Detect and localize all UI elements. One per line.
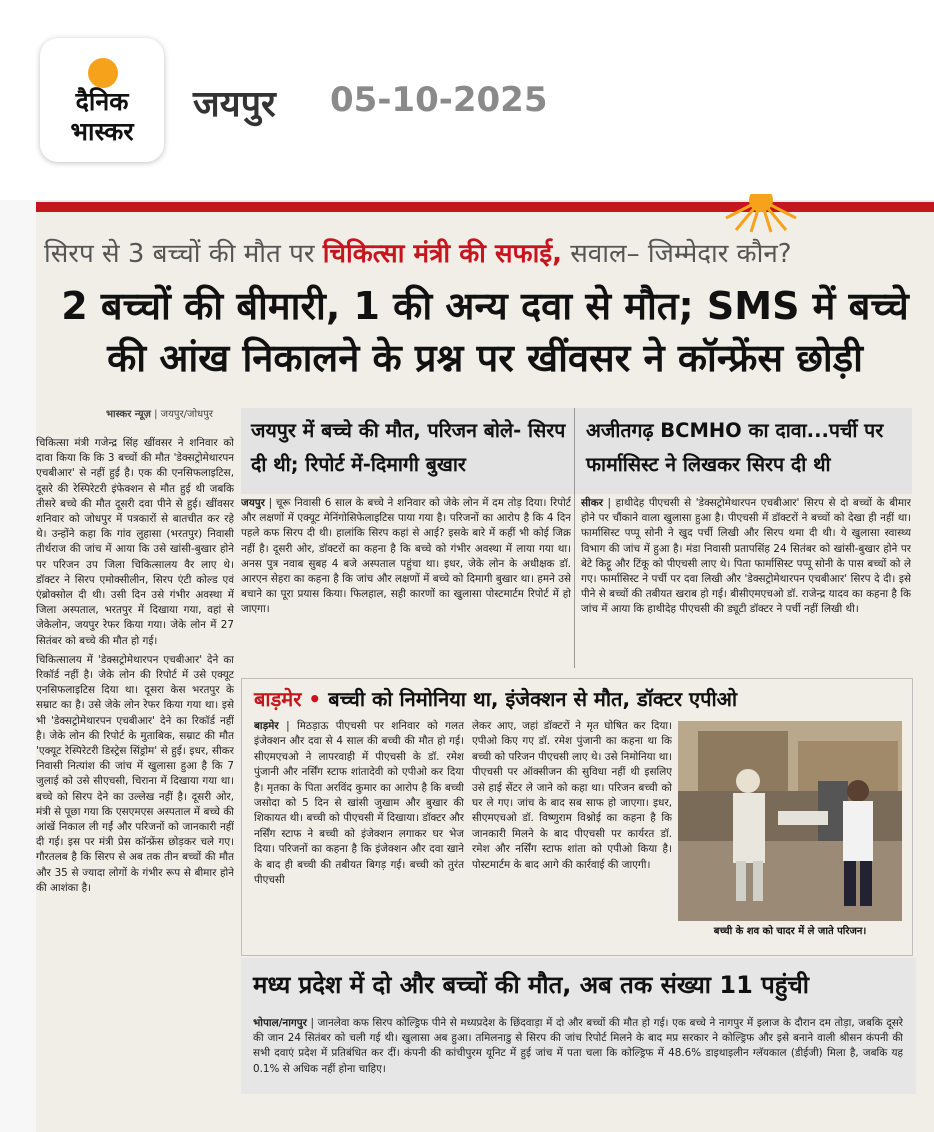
- jaipur-headline: जयपुर में बच्चे की मौत, परिजन बोले- सिरप दी थी; रिपोर्ट में-दिमागी बुखार: [251, 419, 566, 476]
- sikar-body: हाथीदेह पीएचसी से 'डेक्सट्रोमेथारपन एचबीआर' सिरप से दो बच्चों के बीमार होने पर चौंकाने वाला खुलासा हुआ है। पीएचसी में डॉक्टरों ने बच्चों को देखा ही नहीं था। फार्मासिस्ट पप्पू सोनी ने खुद पर्ची लिखी और सिरप थमा दी थी। ये खुलासा स्वास्थ्य विभाग की जांच में हुआ है। मंडा निवासी प्रतापसिंह 24 सितंबर को खांसी-बुखार होने पर बेटे किट्टू और टिंकू को पीएचसी लाए थे। पिता फार्मासिस्ट पप्पू सोनी के पास बच्चों को ले गए। फार्मासिस्ट ने पर्ची पर दवा लिखी और 'डेक्सट्रोमेथारपन एचबीआर' सिरप दे दी। इसे पीने से बच्चों की तबीयत खराब हो गई। बीसीएमएचओ डॉ. राजेन्द्र यादव का कहना है कि जांच में आया कि हाथीदेह पीएचसी की ड्यूटी डॉक्टर ने पर्ची नहीं लिखी थी।: [581, 497, 911, 616]
- kicker-line: [44, 234, 924, 270]
- barmer-dateline: बाड़मेर: [254, 720, 279, 732]
- byline-place: जयपुर/जोधपुर: [160, 409, 213, 420]
- byline-source: भास्कर न्यूज़: [106, 409, 151, 420]
- sikar-story: सीकर | हाथीदेह पीएचसी से 'डेक्सट्रोमेथारपन एचबीआर' सिरप से दो बच्चों के बीमार होने पर चौंकाने वाला खुलासा हुआ है। पीएचसी में डॉक्टरों ने बच्चों को देखा ही नहीं था। फार्मासिस्ट पप्पू सोनी ने खुद पर्ची लिखी और सिरप थमा दी थी। ये खुलासा स्वास्थ्य विभाग की जांच में हुआ है। मंडा निवासी प्रतापसिंह 24 सितंबर को खांसी-बुखार होने पर बेटे किट्टू और टिंकू को पीएचसी लाए थे। पिता फार्मासिस्ट पप्पू सोनी के पास बच्चों को ले गए। फार्मासिस्ट ने पर्ची पर दवा लिखी और 'डेक्सट्रोमेथारपन एचबीआर' सिरप दे दी। इसे पीने से बच्चों की तबीयत खराब हो गई। बीसीएमएचओ डॉ. राजेन्द्र यादव का कहना है कि जांच में आया कि हाथीदेह पीएचसी की ड्यूटी डॉक्टर ने पर्ची नहीं लिखी थी।: [581, 497, 911, 616]
- edition-city[interactable]: जयपुर: [193, 84, 276, 125]
- kicker-pre: सिरप से 3 बच्चों की मौत पर: [44, 239, 323, 269]
- sikar-dateline: सीकर: [581, 497, 603, 509]
- news-photo[interactable]: [678, 721, 902, 921]
- bullet-icon: •: [308, 687, 322, 711]
- logo-line2: भास्कर: [70, 117, 134, 146]
- photo-caption: बच्ची के शव को चादर में ले जाते परिजन।: [713, 926, 867, 937]
- app-header: [0, 0, 934, 200]
- main-headline: [36, 280, 934, 384]
- barmer-place: बाड़मेर: [254, 687, 302, 711]
- main-story-para2: चिकित्सालय में 'डेक्सट्रोमेथारपन एचबीआर' देने का रिकॉर्ड नहीं है। जेके लोन की रिपोर्ट में उसे एक्यूट एनसिफलाइटिस दिया था। दूसरा केस भरतपुर के सम्राट का है। उसे जेके लोन रेफर किया गया था। इसे भी 'डेक्सट्रोमेथारपन एचबीआर' देने का रिकॉर्ड नहीं है। जेके लोन की रिपोर्ट के मुताबिक, सम्राट की मौत 'एक्यूट रेस्पिरेटरी डिस्ट्रेस सिंड्रोम' से हुई। इधर, सीकर निवासी नित्यांश की जांच में खुलासा हुआ है कि 7 जुलाई को उसे सीएचसी, चिराना में दिखाया गया था। बच्चे को सिरप देने का उल्लेख नहीं है। दूसरी ओर, मंत्री से पूछा गया कि एसएमएस अस्पताल में बच्चे की आंखें निकाल ली गईं और परिजनों को जानकारी नहीं दी गई। इस पर मंत्री प्रेस कॉन्फ्रेंस छोड़कर चले गए। गौरतलब है कि सिरप से अब तक तीन बच्चों की मौत और 35 से ज्यादा लोगों के गंभीर रूप से बीमार होने की आशंका है।: [36, 653, 234, 894]
- headline-line1: 2 बच्चों की बीमारी, 1 की अन्य दवा से मौत; SMS में बच्चे: [61, 284, 909, 328]
- column-divider: [574, 408, 575, 668]
- jaipur-dateline: जयपुर: [241, 497, 265, 509]
- sikar-headline: अजीतगढ़ BCMHO का दावा...पर्ची पर फार्मासिस्ट ने लिखकर सिरप दी थी: [586, 419, 884, 476]
- barmer-body-col1: मिठड़ाऊ पीएचसी पर शनिवार को गलत इंजेक्शन और दवा से 4 साल की बच्ची की मौत हो गई। सीएमएचओ ने लापरवाही में पीएचसी के डॉ. रमेश पुंजानी और नर्सिंग स्टाफ शांतादेवी को एपीओ कर दिया है। मृतका के पिता अरविंद कुमार का आरोप है कि बच्ची जसोदा को 5 दिन से खांसी जुखाम और बुखार की शिकायत थी। बच्ची को पीएचसी में दिखाया। डॉक्टर और नर्सिंग स्टाफ ने बच्ची को इंजेक्शन लगाकर घर भेज दिया। परिजनों का कहना है कि इंजेक्शन और दवा खाने के बाद ही बच्ची की तबीयत बिगड़ गई। बच्ची को तुरंत पीएचसी: [254, 720, 464, 887]
- barmer-headline-text: बच्ची को निमोनिया था, इंजेक्शन से मौत, डॉक्टर एपीओ: [328, 687, 738, 711]
- kicker-red: चिकित्सा मंत्री की सफाई,: [322, 239, 562, 269]
- jaipur-body: चूरू निवासी 6 साल के बच्चे ने शनिवार को जेके लोन में दम तोड़ दिया। रिपोर्ट और लक्षणों में एक्यूट मेनिंगोसिफेलाइटिस पाया गया है। परिजनों का आरोप है कि 4 दिन पहले कफ सिरप दी थी। हालांकि सिरप कहां से आई? इसके बारे में कहीं भी कोई जिक्र नहीं है। दूसरी ओर, डॉक्टरों का कहना है कि बच्चे को गंभीर अवस्था में लाया गया था। अनस पुत्र नवाब सुबह 4 बजे अस्पताल पहुंचा था। इधर, जेके लोन के अधीक्षक डॉ. आरएन सेहरा का कहना है कि जांच और लक्षणों में बच्चे को दिमागी बुखार था। हमने उसे बचाने का पूरा प्रयास किया। फिलहाल, सही कारणों का खुलासा पोस्टमार्टम रिपोर्ट में हो जाएगा।: [241, 497, 571, 616]
- mp-body: जानलेवा कफ सिरप कोल्ड्रिफ पीने से मध्यप्रदेश के छिंदवाड़ा में दो और बच्चों की मौत हो गई। एक बच्चे ने नागपुर में इलाज के दौरान दम तोड़ा, जबकि दूसरे की जान 24 सितंबर को चली गई थी। खुलासा अब हुआ। तमिलनाडु से सिरप की जांच रिपोर्ट मिलने के बाद मप्र सरकार ने कोल्ड्रिफ और इसे बनाने वाली श्रीसन कंपनी की सभी दवाएं प्रदेश में प्रतिबंधित कर दीं। कंपनी की कांचीपुरम यूनिट में हुई जांच में पता चला कि कोल्ड्रिफ में 48.6% डाइथाइलीन ग्लॅयकाल (डीईजी) मिला है, जबकि यह 0.1% से अधिक नहीं होना चाहिए।: [253, 1017, 903, 1075]
- byline: भास्कर न्यूज़ | जयपुर/जोधपुर: [106, 409, 213, 420]
- sun-icon: [88, 58, 118, 88]
- edition-date[interactable]: 05-10-2025: [330, 80, 548, 120]
- logo-line1: दैनिक: [75, 87, 129, 116]
- sikar-headline-box: [576, 408, 912, 494]
- mp-dateline: भोपाल/नागपुर: [253, 1017, 307, 1029]
- mp-headline: मध्य प्रदेश में दो और बच्चों की मौत, अब तक संख्या 11 पहुंची: [253, 971, 809, 999]
- headline-line2: की आंख निकालने के प्रश्न पर खींवसर ने कॉन्फ्रेंस छोड़ी: [107, 336, 863, 380]
- sunburst-icon: [716, 194, 806, 234]
- mp-box: [241, 958, 916, 1094]
- barmer-headline: [254, 685, 737, 712]
- main-story-para1: चिकित्सा मंत्री गजेन्द्र सिंह खींवसर ने शनिवार को दावा किया कि कि 3 बच्चों की मौत 'डेक्सट्रोमेथारपन एचबीआर' से नहीं हुई है। एक की एनसिफलाइटिस, दूसरे की रेस्पिरेटरी इंफेक्शन से मौत हुई थी जबकि तीसरे बच्चे की मौत दूसरी दवा पीने से हुई। खींवसर शनिवार को जोधपुर में पत्रकारों से बातचीत कर रहे थे। उन्होंने कहा कि गांव लुहासा (भरतपुर) निवासी तीर्थराज की जांच में आया कि उसे खांसी-बुखार होने पर परिजन उप जिला चिकित्सालय वैर लाए थे। डॉक्टर ने सिरप एमोक्सीलीन, सिरप एंटी कोल्ड एवं एंब्रोक्सोल दी थी। उसी दिन उसे गंभीर अवस्था में जिला अस्पताल, भरतपुर में दिखाया गया, वहां से जेकेलोन, जयपुर रेफर किया गया। जेके लोन में 27 सितंबर को बच्चे की मौत हो गई।: [36, 437, 234, 647]
- mp-story: भोपाल/नागपुर | जानलेवा कफ सिरप कोल्ड्रिफ पीने से मध्यप्रदेश के छिंदवाड़ा में दो और बच्चों की मौत हो गई। एक बच्चे ने नागपुर में इलाज के दौरान दम तोड़ा, जबकि दूसरे की जान 24 सितंबर को चली गई थी। खुलासा अब हुआ। तमिलनाडु से सिरप की जांच रिपोर्ट मिलने के बाद मप्र सरकार ने कोल्ड्रिफ और इसे बनाने वाली श्रीसन कंपनी की सभी दवाएं प्रदेश में प्रतिबंधित कर दीं। कंपनी की कांचीपुरम यूनिट में हुई जांच में पता चला कि कोल्ड्रिफ में 48.6% डाइथाइलीन ग्लॅयकाल (डीईजी) मिला है, जबकि यह 0.1% से अधिक नहीं होना चाहिए।: [253, 1017, 903, 1075]
- barmer-col1: बाड़मेर | मिठड़ाऊ पीएचसी पर शनिवार को गलत इंजेक्शन और दवा से 4 साल की बच्ची की मौत हो गई। सीएमएचओ ने लापरवाही में पीएचसी के डॉ. रमेश पुंजानी और नर्सिंग स्टाफ शांतादेवी को एपीओ कर दिया है। मृतका के पिता अरविंद कुमार का आरोप है कि बच्ची जसोदा को 5 दिन से खांसी जुखाम और बुखार की शिकायत थी। बच्ची को पीएचसी में दिखाया। डॉक्टर और नर्सिंग स्टाफ ने बच्ची को इंजेक्शन लगाकर घर भेज दिया। परिजनों का कहना है कि इंजेक्शन और दवा खाने के बाद ही बच्ची की तबीयत बिगड़ गई। बच्ची को तुरंत पीएचसी: [254, 720, 464, 887]
- barmer-box: [241, 678, 913, 956]
- dainik-bhaskar-logo[interactable]: [40, 38, 164, 162]
- main-story-column: [36, 436, 234, 1126]
- newspaper-page: [36, 200, 934, 1132]
- jaipur-headline-box: [241, 408, 577, 494]
- barmer-col2: लेकर आए, जहां डॉक्टरों ने मृत घोषित कर दिया। एपीओ किए गए डॉ. रमेश पुंजानी का कहना था कि बच्ची को परिजन पीएचसी लाए थे। उसे निमोनिया था। पीएचसी पर ऑक्सीजन की सुविधा नहीं थी इसलिए उसे हाई सेंटर ले जाने को कहा था। परिजन बच्ची को घर ले गए। जांच के बाद सब साफ हो जाएगा। इधर, सीएमएचओ डॉ. विष्णुराम विश्नोई का कहना है कि जानकारी मिलने के बाद पीएचसी पर कार्यरत डॉ. रमेश और नर्सिंग स्टाफ शांता को एपीओ किया है। पोस्टमार्टम के बाद आगे की कार्रवाई की जाएगी।: [472, 720, 672, 871]
- kicker-post: सवाल– जिम्मेदार कौन?: [561, 239, 792, 269]
- jaipur-story: जयपुर | चूरू निवासी 6 साल के बच्चे ने शनिवार को जेके लोन में दम तोड़ दिया। रिपोर्ट और लक्षणों में एक्यूट मेनिंगोसिफेलाइटिस पाया गया है। परिजनों का आरोप है कि 4 दिन पहले कफ सिरप दी थी। हालांकि सिरप कहां से आई? इसके बारे में कहीं भी कोई जिक्र नहीं है। दूसरी ओर, डॉक्टरों का कहना है कि बच्चे को गंभीर अवस्था में लाया गया था। अनस पुत्र नवाब सुबह 4 बजे अस्पताल पहुंचा था। इधर, जेके लोन के अधीक्षक डॉ. आरएन सेहरा का कहना है कि जांच और लक्षणों में बच्चे को दिमागी बुखार था। हमने उसे बचाने का पूरा प्रयास किया। फिलहाल, सही कारणों का खुलासा पोस्टमार्टम रिपोर्ट में हो जाएगा।: [241, 497, 571, 616]
